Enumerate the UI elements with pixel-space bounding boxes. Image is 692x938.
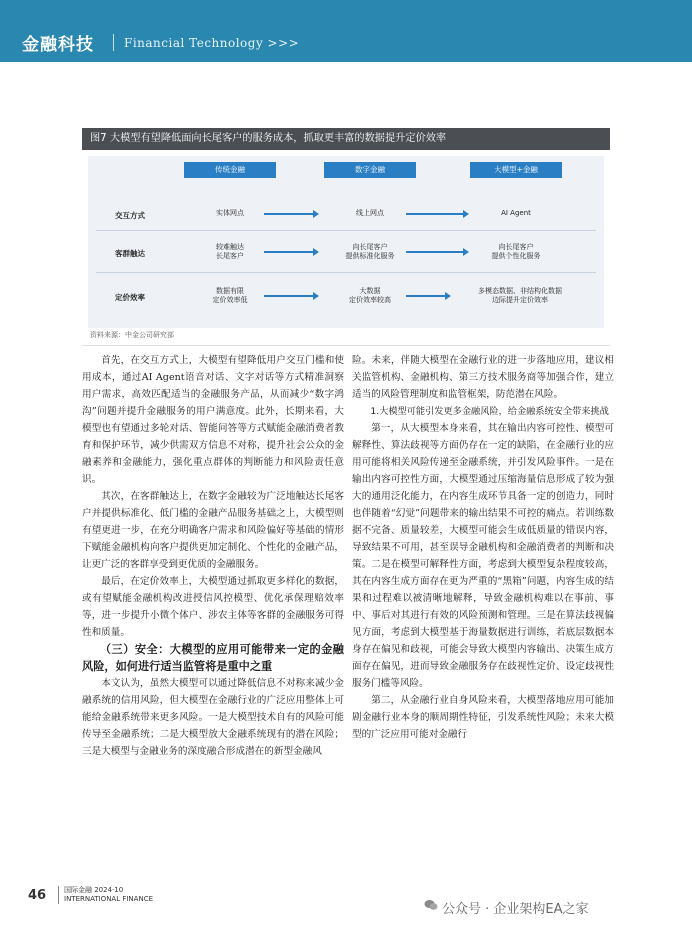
figure-diagram — [88, 156, 604, 328]
cell-reach-digital: 向长尾客户 提供标准化服务 — [345, 243, 395, 260]
wechat-icon — [424, 899, 438, 911]
cell-interaction-traditional: 实体网点 — [216, 209, 244, 217]
paragraph: 其次，在客群触达上，在数字金融较为广泛地触达长尾客户并提供标准化、低门槛的金融产品服务基础之上，大模型则有望更进一步，在充分明确客户需求和风险偏好等基础的情形下赋能金融机构向客户提供更加定制化、个性化的金融产品，让更广泛的客群享受到更优质的金融服务。 — [82, 491, 344, 570]
cell-pricing-digital: 大数据 定价效率较高 — [349, 287, 391, 304]
cell-reach-traditional: 较难触达 长尾客户 — [216, 243, 244, 260]
magazine-info — [64, 886, 153, 904]
arrow-right-icon — [264, 251, 314, 253]
subsection-heading: 1.大模型可能引发更多金融风险，给金融系统安全带来挑战 — [370, 406, 609, 417]
watermark-text: 公众号 · 企业架构EA之家 — [442, 902, 589, 917]
cell-interaction-llm: AI Agent — [501, 209, 531, 217]
paragraph: 第二，从金融行业自身风险来看，大模型落地应用可能加剧金融行业本身的顺周期性特征，引发系统性风险；未来大模型的广泛应用可能对金融行 — [352, 695, 614, 740]
section-name: 金融科技 — [22, 35, 94, 55]
magazine-name-en: INTERNATIONAL FINANCE — [64, 895, 154, 903]
cell-reach-llm: 向长尾客户 提供个性化服务 — [491, 243, 541, 260]
arrow-right-icon — [264, 295, 314, 297]
row-label-pricing: 定价效率 — [115, 293, 145, 302]
arrow-right-icon — [406, 251, 464, 253]
column-header-traditional: 传统金融 — [184, 162, 276, 178]
row-label-interaction: 交互方式 — [115, 211, 145, 220]
cell-pricing-llm: 多模态数据、非结构化数据 边际提升定价效率 — [478, 287, 562, 304]
page-number: 46 — [28, 888, 47, 903]
paragraph: 险。未来，伴随大模型在金融行业的进一步落地应用，建议相关监管机构、金融机构、第三方技术服务商等加强合作，建立适当的风险管理制度和监管框架，防范潜在风险。 — [352, 355, 614, 400]
arrow-right-icon — [406, 213, 464, 215]
figure-source: 资料来源：中金公司研究部 — [90, 331, 174, 339]
row-divider — [96, 230, 596, 231]
arrow-right-icon — [264, 213, 314, 215]
magazine-issue: 国际金融 2024·10 — [64, 886, 124, 894]
paragraph: 第一，从大模型本身来看，其在输出内容可控性、模型可解释性、算法歧视等方面仍存在一定的缺陷，在金融行业的应用可能将相关风险传递至金融系统，并引发风险事件。一是在输出内容可控性方面，大模型通过压缩海量信息形成了较为强大的通用泛化能力，在内容生成环节具备一定的创造力，同时也伴随着“幻觉”问题带来的输出结果不可控的痛点。若训练数据不完备、质量较差，大模型可能会生成低质量的错误内容，导致结果不可用，甚至误导金融机构和金融消费者的判断和决策。二是在模型可解释性方面，考虑到大模型复杂程度较高，其在内容生成方面存在更为严重的“黑箱”问题，内容生成的结果和过程难以被清晰地解释，导致金融机构难以在事前、事中、事后对其进行有效的风险预测和管理。三是在算法歧视偏见方面，考虑到大模型基于海量数据进行训练，若底层数据本身存在偏见和歧视，可能会导致大模型内容输出、决策生成方面存在偏见，进而导致金融服务存在歧视性定价、设定歧视性服务门槛等风险。 — [352, 423, 614, 689]
figure-7 — [82, 128, 610, 346]
row-divider — [96, 272, 596, 273]
section-name-en: Financial Technology >>> — [124, 36, 300, 50]
paragraph: 本文认为，虽然大模型可以通过降低信息不对称来减少金融系统的信用风险，但大模型在金融行业的广泛应用整体上可能给金融系统带来更多风险。一是大模型技术自有的风险可能传导至金融系统；二是大模型放大金融系统现有的潜在风险；三是大模型与金融业务的深度融合形成潜在的新型金融风 — [82, 678, 344, 757]
header-divider — [113, 34, 114, 51]
cell-interaction-digital: 线上网点 — [356, 209, 384, 217]
page-header — [0, 0, 692, 62]
footer-divider — [58, 886, 59, 904]
figure-title: 图7 大模型有望降低面向长尾客户的服务成本，抓取更丰富的数据提升定价效率 — [82, 128, 610, 150]
column-header-digital: 数字金融 — [324, 162, 416, 178]
paragraph: 首先，在交互方式上，大模型有望降低用户交互门槛和使用成本，通过AI Agent语音对话、文字对话等方式精准洞察用户需求，高效匹配适当的金融服务产品，从而减少“数字鸿沟”问题并提升金融服务的用户满意度。此外，长期来看，大模型也有望通过多轮对话、智能问答等方式赋能金融消费者教育和保护环节，减少供需双方信息不对称，提升社会公众的金融素养和金融能力，强化重点群体的判断能力和风险责任意识。 — [82, 355, 344, 485]
arrow-right-icon — [406, 295, 446, 297]
cell-pricing-traditional: 数据有限 定价效率低 — [212, 287, 248, 304]
section-heading: （三）安全：大模型的应用可能带来一定的金融风险，如何进行适当监管将是重中之重 — [82, 643, 344, 673]
left-column — [82, 352, 344, 760]
paragraph: 最后，在定价效率上，大模型通过抓取更多样化的数据，或有望赋能金融机构改进授信风控模型、优化承保理赔效率等，进一步提升小微个体户、涉农主体等客群的金融服务可得性和质量。 — [82, 576, 344, 638]
column-header-llm: 大模型+金融 — [470, 162, 562, 178]
right-column — [352, 352, 614, 743]
row-label-reach: 客群触达 — [115, 249, 145, 258]
